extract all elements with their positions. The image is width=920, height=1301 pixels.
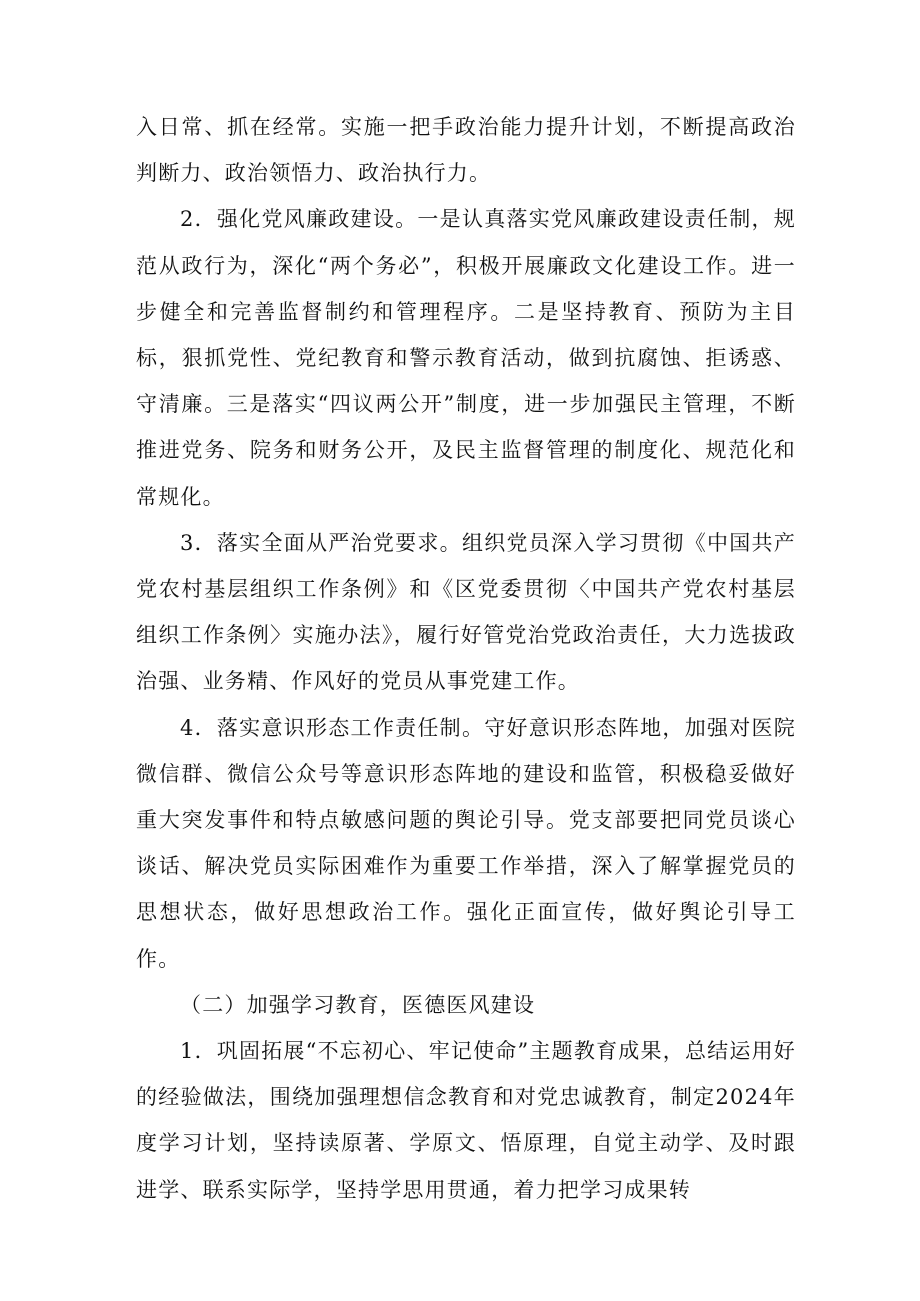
document-body — [136, 104, 796, 1213]
paragraph-item-2: 2．强化党风廉政建设。一是认真落实党风廉政建设责任制，规范从政行为，深化“两个务必”，积极开展廉政文化建设工作。进一步健全和完善监督制约和管理程序。二是坚持教育、预防为主目标，狠抓党性、党纪教育和警示教育活动，做到抗腐蚀、拒诱惑、守清廉。三是落实“四议两公开”制度，进一步加强民主管理，不断推进党务、院务和财务公开，及民主监督管理的制度化、规范化和常规化。 — [136, 207, 796, 509]
paragraph-item-4: 4．落实意识形态工作责任制。守好意识形态阵地，加强对医院微信群、微信公众号等意识形态阵地的建设和监管，积极稳妥做好重大突发事件和特点敏感问题的舆论引导。党支部要把同党员谈心谈话、解决党员实际困难作为重要工作举措，深入了解掌握党员的思想状态，做好思想政治工作。强化正面宣传，做好舆论引导工作。 — [136, 715, 796, 971]
paragraph-continuation: 入日常、抓在经常。实施一把手政治能力提升计划，不断提高政治判断力、政治领悟力、政治执行力。 — [136, 115, 796, 186]
paragraph-item-3: 3．落实全面从严治党要求。组织党员深入学习贯彻《中国共产党农村基层组织工作条例》和《区党委贯彻〈中国共产党农村基层组织工作条例〉实施办法》，履行好管党治党政治责任，大力选拔政治强、业务精、作风好的党员从事党建工作。 — [136, 530, 796, 694]
section-heading: （二）加强学习教育，医德医风建设 — [180, 992, 536, 1017]
paragraph-item-1: 1．巩固拓展“不忘初心、牢记使命”主题教育成果，总结运用好的经验做法，围绕加强理想信念教育和对党忠诚教育，制定2024年度学习计划，坚持读原著、学原文、悟原理，自觉主动学、及时跟进学、联系实际学，坚持学思用贯通，着力把学习成果转 — [136, 1039, 796, 1202]
